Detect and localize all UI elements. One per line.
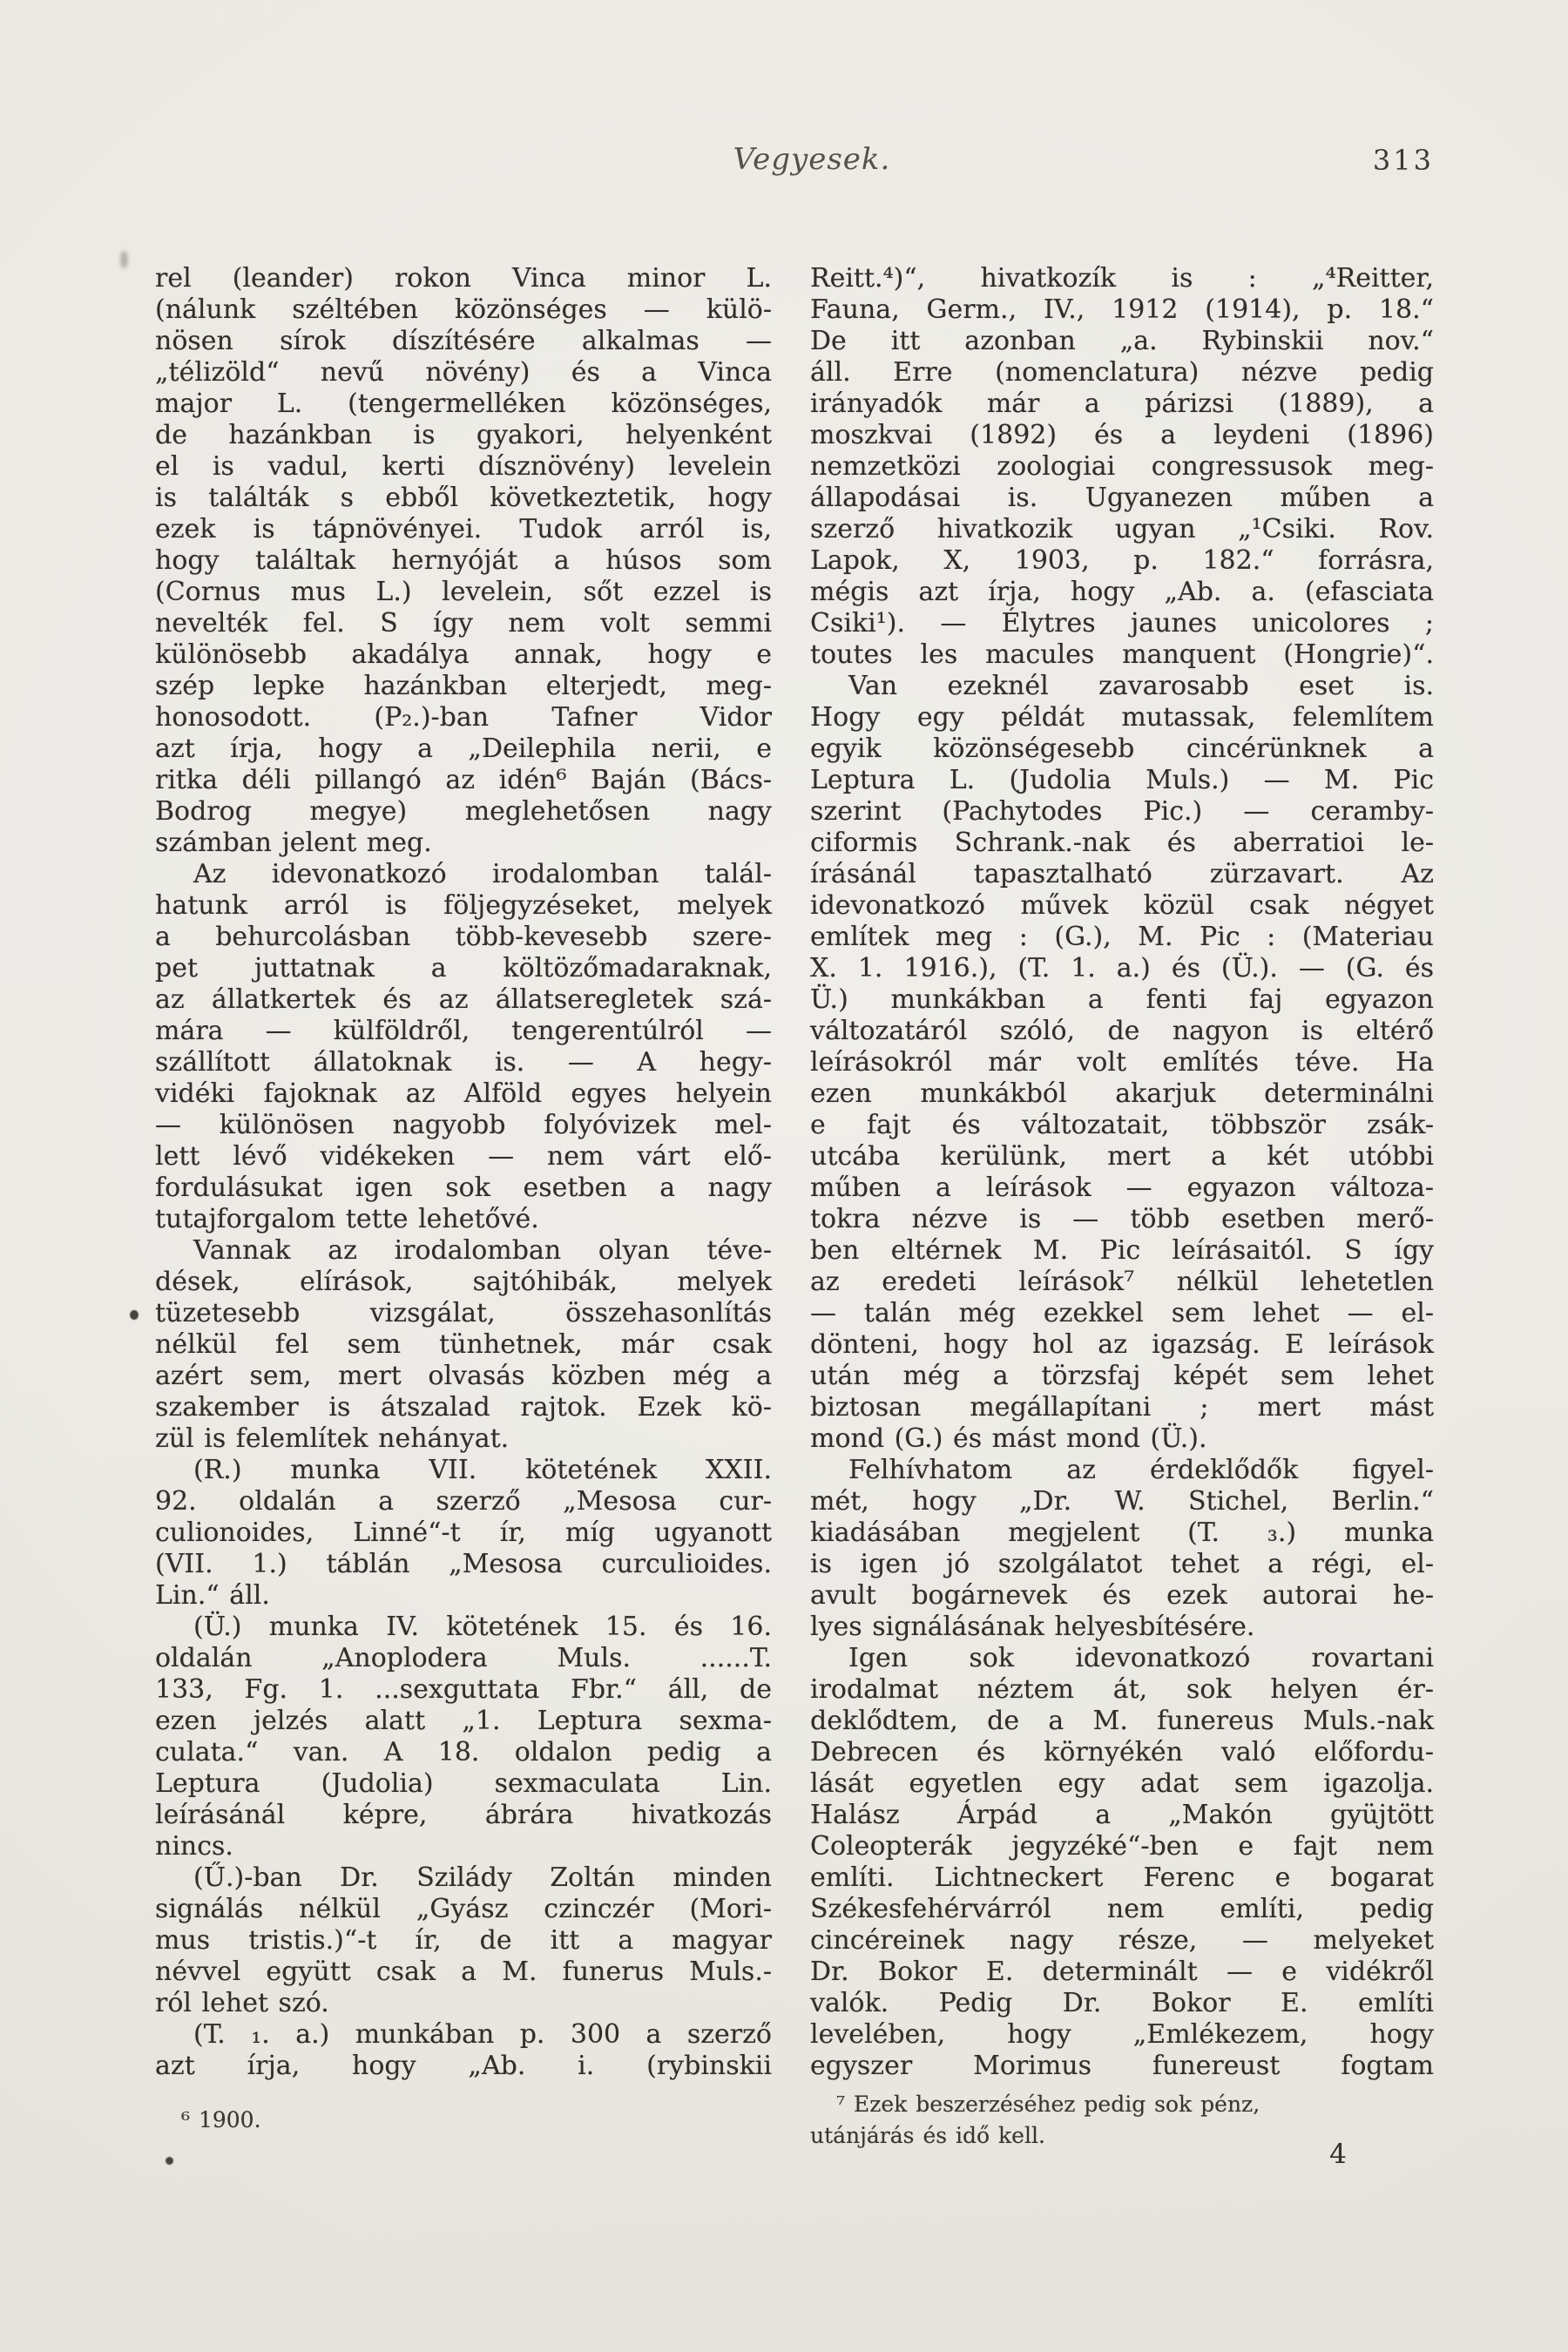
text-line: egyik közönségesebb cincérünknek a [810, 733, 1434, 764]
text-line: Fauna, Germ., IV., 1912 (1914), p. 18.“ [810, 294, 1434, 325]
text-line: nevelték fel. S így nem volt semmi [155, 608, 772, 639]
text-line: tutajforgalom tette lehetővé. [155, 1204, 539, 1234]
text-line: deklődtem, de a M. funereus Muls.-nak [810, 1706, 1434, 1736]
text-line: utcába kerülünk, mert a két utóbbi [810, 1141, 1434, 1172]
text-line: névvel együtt csak a M. funerus Muls.- [155, 1957, 772, 1987]
paragraph [155, 2019, 772, 2082]
paragraph [810, 263, 1434, 671]
text-line: moszkvai (1892) és a leydeni (1896) [810, 420, 1434, 450]
text-line: nemzetközi zoologiai congressusok meg- [810, 451, 1434, 482]
text-line: kiadásában megjelent (T. ₃.) munka [810, 1517, 1434, 1548]
text-line: oldalán „Anoplodera Muls. ......T. [155, 1643, 772, 1673]
text-line: tokra nézve is — több esetben merő- [810, 1204, 1434, 1234]
footnote-line: ⁶ 1900. [181, 2107, 261, 2132]
text-line: (T. ₁. a.) munkában p. 300 a szerző [193, 2019, 772, 2050]
text-line: ezek is tápnövényei. Tudok arról is, [155, 514, 772, 544]
footnote-line: utánjárás és idő kell. [810, 2123, 1045, 2148]
text-line: pet juttatnak a költözőmadaraknak, [155, 953, 772, 983]
text-line: biztosan megállapítani ; mert mást [810, 1392, 1434, 1423]
text-line: említek meg : (G.), M. Pic : (Materiau [810, 922, 1434, 952]
text-line: után még a törzsfaj képét sem lehet [810, 1361, 1434, 1391]
text-line: signálás nélkül „Gyász czinczér (Mori- [155, 1894, 772, 1924]
text-line: mét, hogy „Dr. W. Stichel, Berlin.“ [810, 1486, 1434, 1517]
text-line: azért sem, mert olvasás közben még a [155, 1361, 772, 1391]
text-line: nincs. [155, 1831, 233, 1862]
text-line: az állatkertek és az állatseregletek szá- [155, 984, 772, 1015]
text-line: hatunk arról is följegyzéseket, melyek [155, 890, 772, 921]
ink-speck [166, 2157, 173, 2165]
text-line: ritka déli pillangó az idén⁶ Baján (Bács- [155, 765, 772, 795]
text-line: Leptura L. (Judolia Muls.) — M. Pic [810, 765, 1434, 795]
text-line: fordulásukat igen sok esetben a nagy [155, 1173, 772, 1203]
text-line: Felhívhatom az érdeklődők figyel- [848, 1455, 1434, 1485]
text-line: említi. Lichtneckert Ferenc e bogarat [810, 1862, 1434, 1893]
text-line: (Ü.) munka IV. kötetének 15. és 16. [193, 1612, 772, 1642]
text-line: az eredeti leírások⁷ nélkül lehetetlen [810, 1267, 1434, 1297]
text-columns [155, 263, 1434, 2152]
text-line: Bodrog megye) meglehetősen nagy [155, 796, 772, 827]
text-line: Csiki¹). — Élytres jaunes unicolores ; [810, 608, 1434, 639]
text-line: változatáról szóló, de nagyon is eltérő [810, 1016, 1434, 1046]
paragraph [155, 1862, 772, 2019]
paragraph [155, 263, 772, 859]
text-line: Van ezeknél zavarosabb eset is. [848, 671, 1434, 701]
text-line: egyszer Morimus funereust fogtam [810, 2051, 1434, 2081]
text-line: Halász Árpád a „Makón gyüjtött [810, 1800, 1434, 1830]
text-line: hogy találtak hernyóját a húsos som [155, 545, 772, 576]
text-line: szerint (Pachytodes Pic.) — ceramby- [810, 796, 1434, 827]
text-line: (Cornus mus L.) levelein, sőt ezzel is [155, 577, 772, 607]
text-line: (R.) munka VII. kötetének XXII. [193, 1455, 772, 1485]
text-line: is találták s ebből következtetik, hogy [155, 483, 772, 513]
paragraph [155, 1455, 772, 1612]
text-line: Lin.“ áll. [155, 1580, 270, 1611]
text-line: culionoides, Linné“-t ír, míg ugyanott [155, 1517, 772, 1548]
text-line: Vannak az irodalomban olyan téve- [193, 1235, 772, 1266]
text-line: rel (leander) rokon Vinca minor L. [155, 263, 772, 294]
text-line: áll. Erre (nomenclatura) nézve pedig [810, 357, 1434, 388]
text-line: el is vadul, kerti dísznövény) levelein [155, 451, 772, 482]
scan-smudge [120, 251, 128, 268]
text-line: azt írja, hogy „Ab. i. (rybinskii [155, 2051, 772, 2081]
text-line: lett lévő vidékeken — nem várt elő- [155, 1141, 772, 1172]
text-line: Reitt.⁴)“, hivatkozík is : „⁴Reitter, [810, 263, 1434, 294]
text-line: leírásánál képre, ábrára hivatkozás [155, 1800, 772, 1830]
text-line: lását egyetlen egy adat sem igazolja. [810, 1768, 1434, 1799]
text-line: mond (G.) és mást mond (Ü.). [810, 1423, 1207, 1454]
text-line: tüzetesebb vizsgálat, összehasonlítás [155, 1298, 772, 1328]
text-line: mus tristis.)“-t ír, de itt a magyar [155, 1925, 772, 1956]
paragraph [810, 1455, 1434, 1643]
paragraph [155, 1612, 772, 1862]
paragraph [155, 1235, 772, 1455]
text-line: nösen sírok díszítésére alkalmas — [155, 326, 772, 356]
paragraph [810, 671, 1434, 1455]
text-line: irányadók már a párizsi (1889), a [810, 389, 1434, 419]
text-line: major L. (tengermelléken közönséges, [155, 389, 772, 419]
footnote [155, 2105, 772, 2136]
text-line: mára — külföldről, tengerentúlról — [155, 1016, 772, 1046]
text-line: is igen jó szolgálatot tehet a régi, el- [810, 1549, 1434, 1579]
text-line: szerző hivatkozik ugyan „¹Csiki. Rov. [810, 514, 1434, 544]
text-line: valók. Pedig Dr. Bokor E. említi [810, 1988, 1434, 2018]
text-line: dések, elírások, sajtóhibák, melyek [155, 1267, 772, 1297]
text-line: szakember is átszalad rajtok. Ezek kö- [155, 1392, 772, 1423]
paragraph [155, 859, 772, 1235]
text-line: levelében, hogy „Emlékezem, hogy [810, 2019, 1434, 2050]
ink-speck [130, 1310, 139, 1320]
text-line: Hogy egy példát mutassak, felemlítem [810, 702, 1434, 733]
text-line: dönteni, hogy hol az igazság. E leírások [810, 1329, 1434, 1360]
footnote-line: ⁷ Ezek beszerzéséhez pedig sok pénz, [836, 2092, 1260, 2117]
text-line: Székesfehérvárról nem említi, pedig [810, 1894, 1434, 1924]
text-line: ezen munkákból akarjuk determinálni [810, 1078, 1434, 1109]
text-line: Igen sok idevonatkozó rovartani [848, 1643, 1434, 1673]
column-right [810, 263, 1434, 2152]
text-line: (nálunk széltében közönséges — külö- [155, 294, 772, 325]
text-line: szállított állatoknak is. — A hegy- [155, 1047, 772, 1078]
text-line: ezen jelzés alatt „1. Leptura sexma- [155, 1706, 772, 1736]
text-line: De itt azonban „a. Rybinskii nov.“ [810, 326, 1434, 356]
text-line: írásánál tapasztalható zürzavart. Az [810, 859, 1434, 889]
text-line: Coleopterák jegyzéké“-ben e fajt nem [810, 1831, 1434, 1862]
text-line: „télizöld“ nevű növény) és a Vinca [155, 357, 772, 388]
text-line: különösebb akadálya annak, hogy e [155, 639, 772, 670]
text-line: ról lehet szó. [155, 1988, 329, 2018]
text-line: a behurcolásban több-kevesebb szere- [155, 922, 772, 952]
text-line: mégis azt írja, hogy „Ab. a. (efasciata [810, 577, 1434, 607]
text-line: Az idevonatkozó irodalomban talál- [193, 859, 772, 889]
text-line: ciformis Schrank.-nak és aberratioi le- [810, 828, 1434, 858]
text-line: állapodásai is. Ugyanezen műben a [810, 483, 1434, 513]
text-line: irodalmat néztem át, sok helyen ér- [810, 1674, 1434, 1705]
page-number: 313 [1372, 144, 1434, 177]
paragraph [810, 1643, 1434, 2082]
column-left [155, 263, 772, 2152]
text-line: idevonatkozó művek közül csak négyet [810, 890, 1434, 921]
text-line: számban jelent meg. [155, 828, 432, 858]
text-line: Leptura (Judolia) sexmaculata Lin. [155, 1768, 772, 1799]
text-line: vidéki fajoknak az Alföld egyes helyein [155, 1078, 772, 1109]
text-line: culata.“ van. A 18. oldalon pedig a [155, 1737, 772, 1767]
text-line: lyes signálásának helyesbítésére. [810, 1612, 1255, 1642]
text-line: 92. oldalán a szerző „Mesosa cur- [155, 1486, 772, 1517]
text-line: Ü.) munkákban a fenti faj egyazon [810, 984, 1434, 1015]
text-line: zül is felemlítek nehányat. [155, 1423, 510, 1454]
text-line: műben a leírások — egyazon változa- [810, 1173, 1434, 1203]
text-line: ben eltérnek M. Pic leírásaitól. S így [810, 1235, 1434, 1266]
signature-mark: 4 [1329, 2139, 1347, 2170]
text-line: avult bogárnevek és ezek autorai he- [810, 1580, 1434, 1611]
text-line: azt írja, hogy a „Deilephila nerii, e [155, 733, 772, 764]
text-line: Debrecen és környékén való előfordu- [810, 1737, 1434, 1767]
text-line: de hazánkban is gyakori, helyenként [155, 420, 772, 450]
text-line: 133, Fg. 1. ...sexguttata Fbr.“ áll, de [155, 1674, 772, 1705]
text-line: Dr. Bokor E. determinált — e vidékről [810, 1957, 1434, 1987]
text-line: cincéreinek nagy része, — melyeket [810, 1925, 1434, 1956]
text-line: (Ű.)-ban Dr. Szilády Zoltán minden [193, 1862, 772, 1893]
text-line: toutes les macules manquent (Hongrie)“. [810, 639, 1434, 670]
text-line: — talán még ezekkel sem lehet — el- [810, 1298, 1434, 1328]
text-line: e fajt és változatait, többször zsák- [810, 1110, 1434, 1140]
text-line: Lapok, X, 1903, p. 182.“ forrásra, [810, 545, 1434, 576]
running-header [155, 142, 1434, 182]
text-line: (VII. 1.) táblán „Mesosa curculioides. [155, 1549, 772, 1579]
text-line: leírásokról már volt említés téve. Ha [810, 1047, 1434, 1078]
page-title: Vegyesek. [733, 142, 891, 177]
text-line: szép lepke hazánkban elterjedt, meg- [155, 671, 772, 701]
text-line: nélkül fel sem tünhetnek, már csak [155, 1329, 772, 1360]
text-line: — különösen nagyobb folyóvizek mel- [155, 1110, 772, 1140]
text-line: X. 1. 1916.), (T. 1. a.) és (Ü.). — (G. és [810, 953, 1434, 983]
text-line: honosodott. (P₂.)-ban Tafner Vidor [155, 702, 772, 733]
